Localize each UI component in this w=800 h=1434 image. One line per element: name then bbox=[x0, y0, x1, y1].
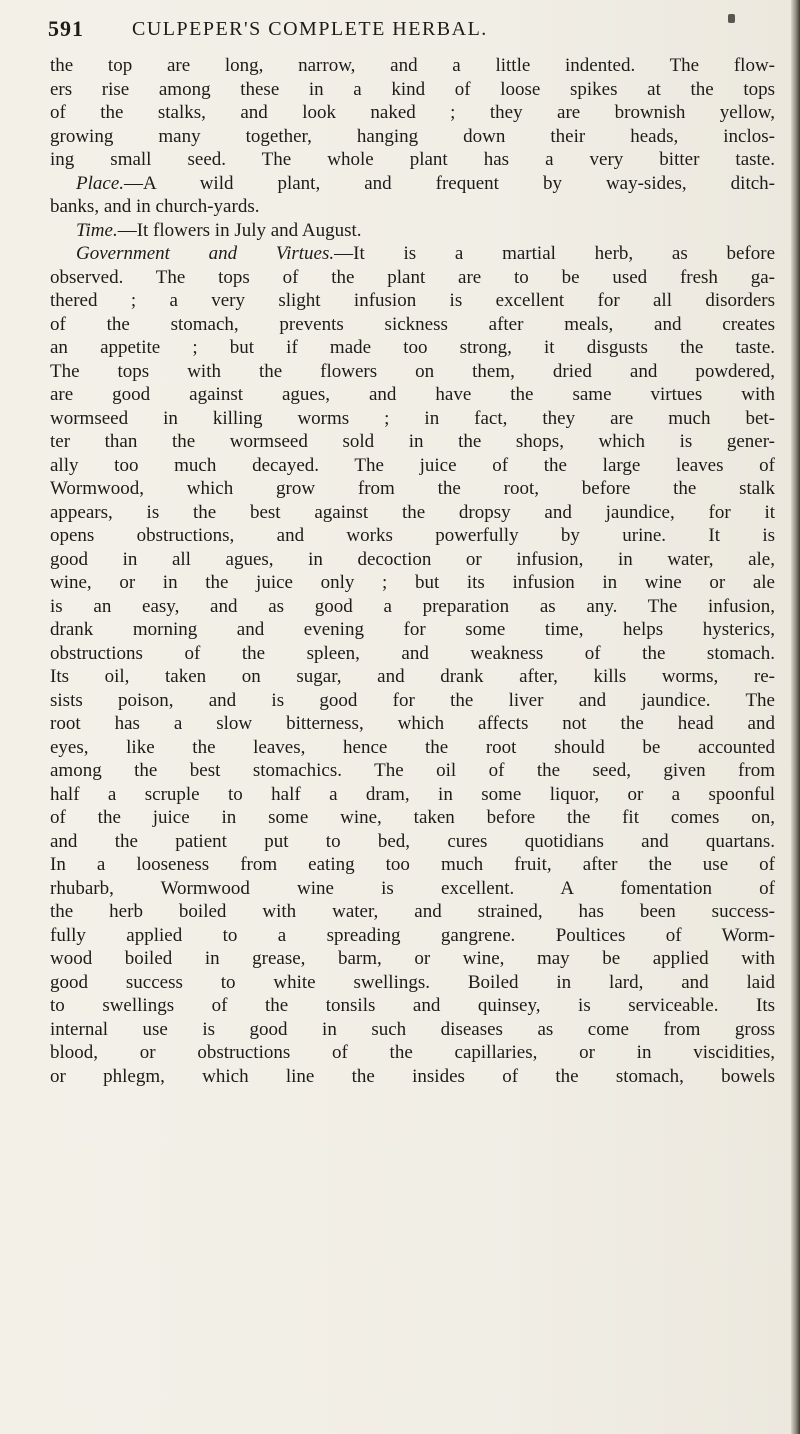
text-line: ers rise among these in a kind of loose spikes at the tops bbox=[50, 78, 775, 100]
text-line: Its oil, taken on sugar, and drank after, kills worms, re- bbox=[50, 666, 775, 687]
text-line: banks, and in church-yards. bbox=[50, 196, 260, 217]
running-head bbox=[40, 8, 760, 48]
text-line-place: Place.—A wild plant, and frequent by way-sides, ditch- bbox=[76, 172, 775, 194]
body-text bbox=[50, 54, 775, 1088]
text-line: obstructions of the spleen, and weakness of the stomach. bbox=[50, 642, 775, 664]
text-line: of the stomach, prevents sickness after meals, and creates bbox=[50, 313, 775, 335]
text-line: eyes, like the leaves, hence the root should be accounted bbox=[50, 736, 775, 758]
text-line: Wormwood, which grow from the root, before the stalk bbox=[50, 478, 775, 499]
text-line: half a scruple to half a dram, in some liquor, or a spoonful bbox=[50, 783, 775, 805]
text-line: ter than the wormseed sold in the shops, which is gener- bbox=[50, 431, 775, 452]
text-line: good in all agues, in decoction or infusion, in water, ale, bbox=[50, 548, 775, 570]
text-line: root has a slow bitterness, which affects not the head and bbox=[50, 713, 775, 734]
text-line: of the stalks, and look naked ; they are brownish yellow, bbox=[50, 102, 775, 123]
text-line-virtues: Government and Virtues.—It is a martial herb, as before bbox=[76, 243, 775, 264]
text-line: rhubarb, Wormwood wine is excellent. A fomentation of bbox=[50, 877, 775, 899]
text-line: to swellings of the tonsils and quinsey, is serviceable. Its bbox=[50, 995, 775, 1016]
text-line: internal use is good in such diseases as come from gross bbox=[50, 1018, 775, 1040]
text-line: drank morning and evening for some time, helps hysterics, bbox=[50, 619, 775, 640]
text-line: is an easy, and as good a preparation as any. The infusion, bbox=[50, 595, 775, 617]
text-line: fully applied to a spreading gangrene. Poultices of Worm- bbox=[50, 924, 775, 946]
text-line: growing many together, hanging down their heads, inclos- bbox=[50, 125, 775, 147]
text-line: among the best stomachics. The oil of the seed, given from bbox=[50, 760, 775, 781]
text-line: an appetite ; but if made too strong, it disgusts the taste. bbox=[50, 337, 775, 358]
text-line: In a looseness from eating too much fruit, after the use of bbox=[50, 854, 775, 875]
text-line: or phlegm, which line the insides of the stomach, bowels bbox=[50, 1065, 775, 1087]
running-title: CULPEPER'S COMPLETE HERBAL. bbox=[132, 18, 488, 40]
text-line: observed. The tops of the plant are to be used fresh ga- bbox=[50, 266, 775, 288]
text-line: the herb boiled with water, and strained, has been success- bbox=[50, 901, 775, 922]
text-line: appears, is the best against the dropsy and jaundice, for it bbox=[50, 501, 775, 523]
text-line: ally too much decayed. The juice of the large leaves of bbox=[50, 454, 775, 476]
text-line: thered ; a very slight infusion is excellent for all disorders bbox=[50, 290, 775, 311]
text-line: wood boiled in grease, barm, or wine, may be applied with bbox=[50, 948, 775, 969]
text-line-time: Time.—It flowers in July and August. bbox=[76, 219, 362, 241]
text-line: The tops with the flowers on them, dried and powdered, bbox=[50, 360, 775, 382]
text-line: wormseed in killing worms ; in fact, they are much bet- bbox=[50, 407, 775, 429]
page-number: 591 bbox=[48, 16, 84, 41]
page-binding-edge bbox=[791, 0, 800, 1434]
text-line: good success to white swellings. Boiled in lard, and laid bbox=[50, 971, 775, 993]
text-line: opens obstructions, and works powerfully by urine. It is bbox=[50, 525, 775, 546]
text-line: are good against agues, and have the same virtues with bbox=[50, 384, 775, 405]
text-line: wine, or in the juice only ; but its infusion in wine or ale bbox=[50, 572, 775, 593]
text-line: of the juice in some wine, taken before the fit comes on, bbox=[50, 807, 775, 828]
text-line: ing small seed. The whole plant has a very bitter taste. bbox=[50, 149, 775, 170]
text-line: blood, or obstructions of the capillaries, or in viscidities, bbox=[50, 1042, 775, 1063]
text-line: the top are long, narrow, and a little indented. The flow- bbox=[50, 55, 775, 76]
text-line: sists poison, and is good for the liver and jaundice. The bbox=[50, 689, 775, 711]
text-line: and the patient put to bed, cures quotidians and quartans. bbox=[50, 830, 775, 852]
